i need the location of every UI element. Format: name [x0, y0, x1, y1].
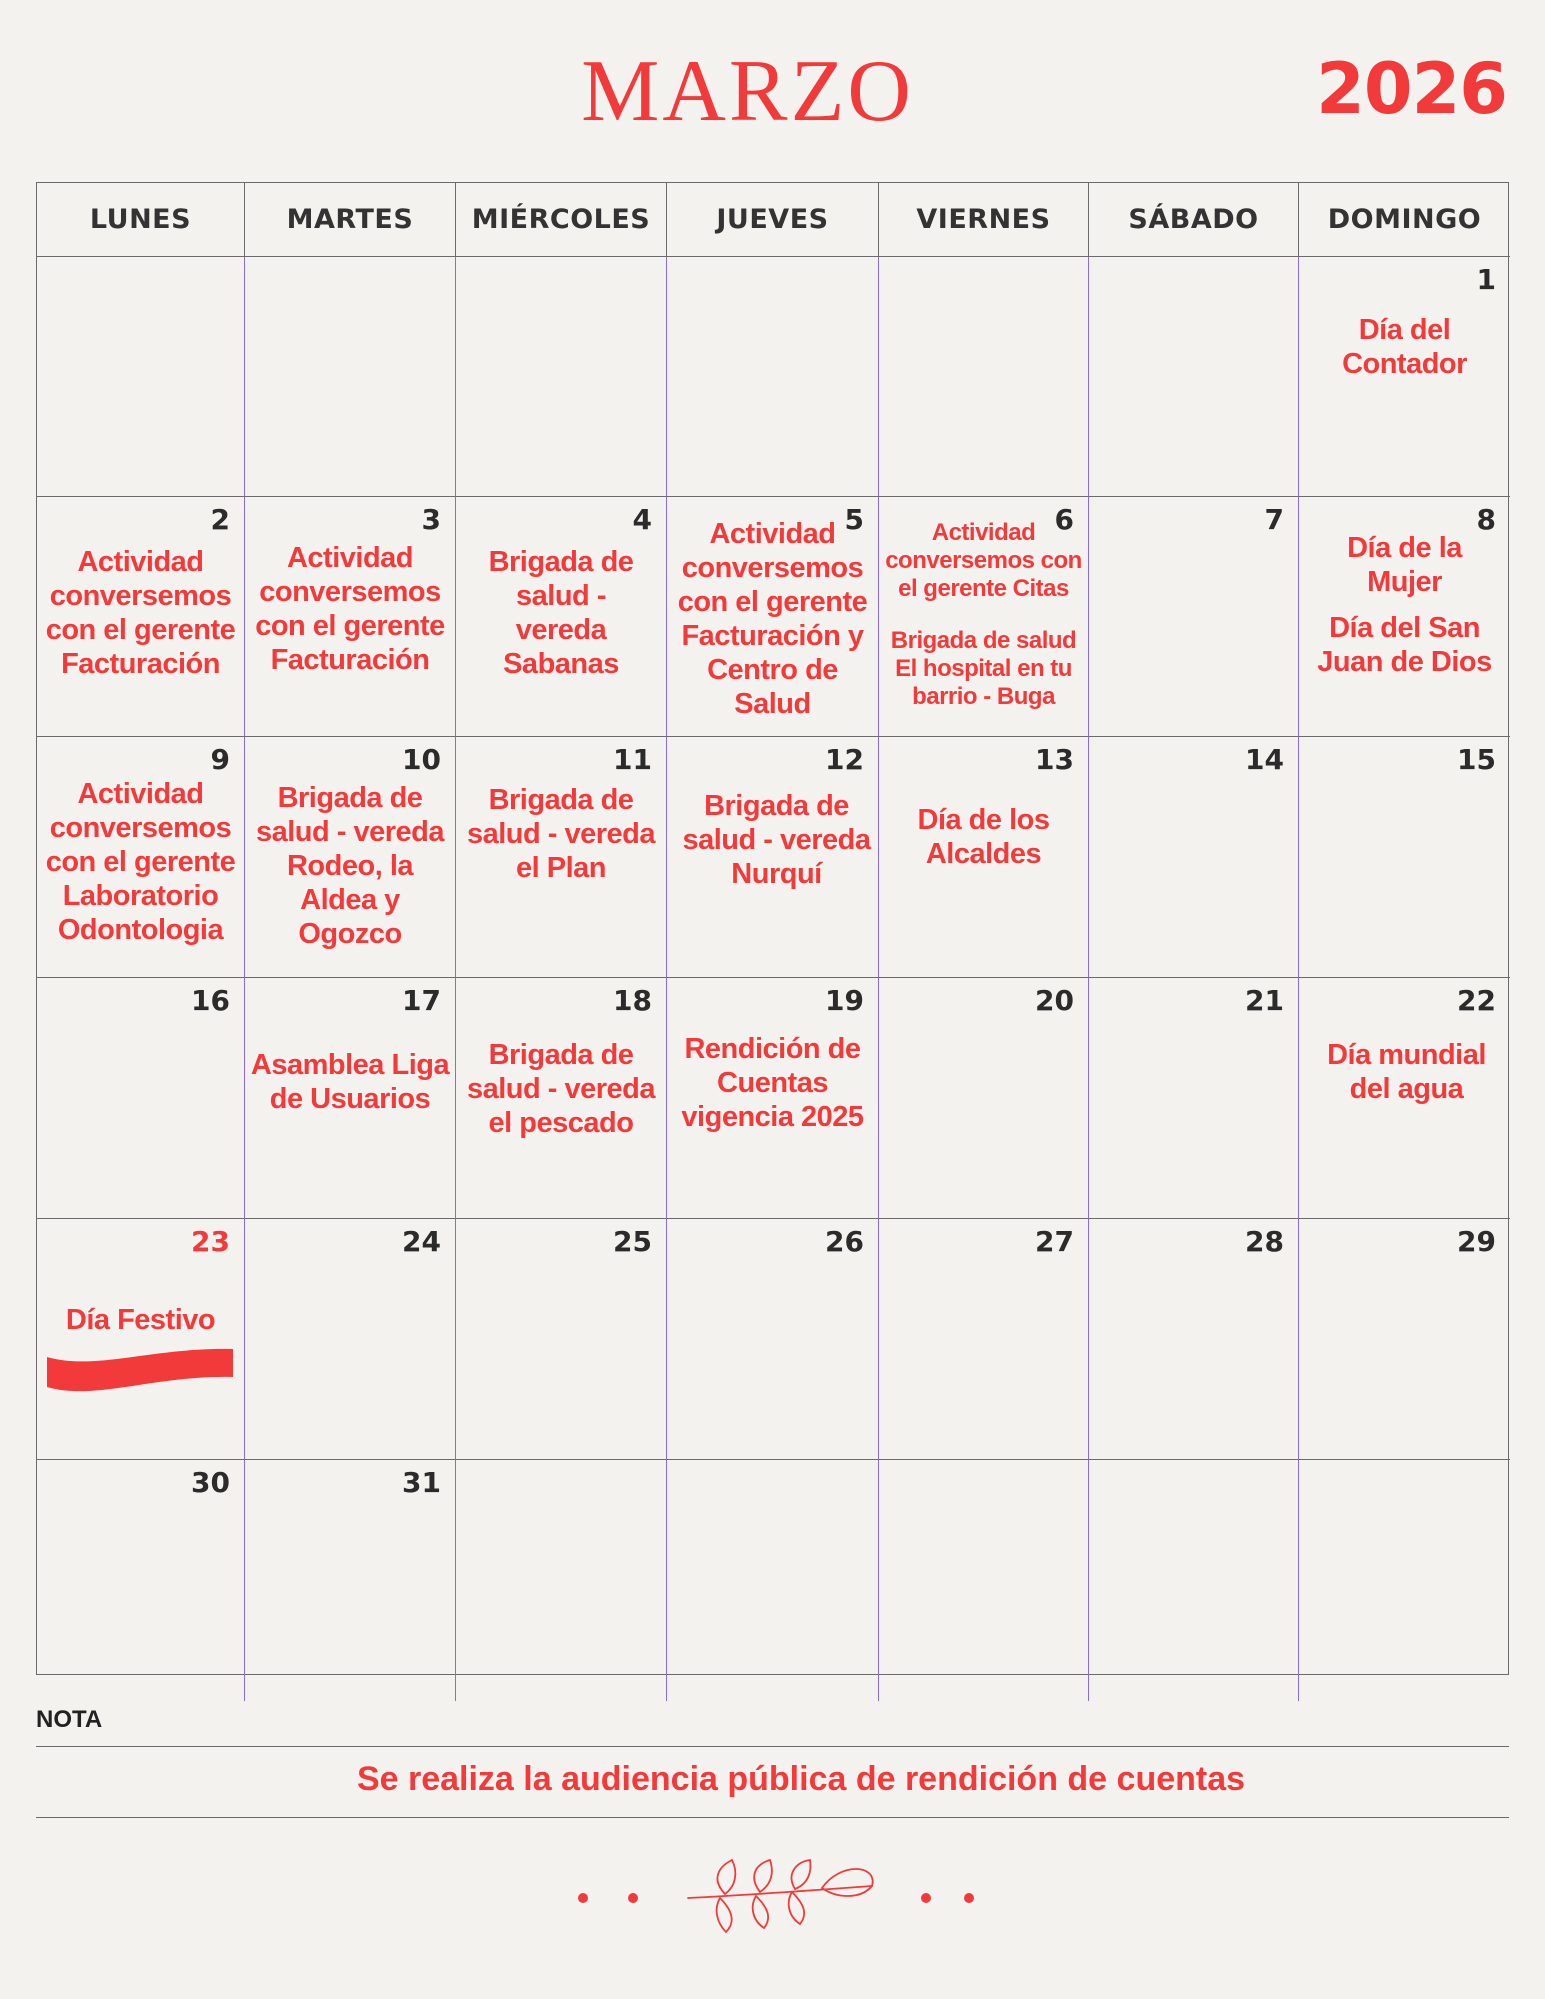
day-number: 1 [1476, 263, 1496, 296]
day-cell-30 [37, 1460, 245, 1701]
calendar-grid [36, 182, 1509, 1675]
day-number: 8 [1476, 503, 1496, 536]
event-label: Día Festivo [65, 1304, 216, 1336]
day-number: 11 [613, 743, 652, 776]
event-label: Día de los Alcaldes [917, 804, 1050, 870]
event-label: Brigada de salud El hospital en tu barrio - Buga [890, 627, 1077, 710]
day-number: 27 [1035, 1225, 1074, 1258]
day-cell-14 [1089, 737, 1299, 978]
month-title: MARZO [581, 43, 914, 140]
day-number: 3 [421, 503, 441, 536]
weekday-thursday: JUEVES [667, 183, 879, 257]
day-number: 7 [1264, 503, 1284, 536]
day-number: 20 [1035, 984, 1074, 1017]
day-cell-empty [879, 1460, 1089, 1701]
event-label: Actividad conversemos con el gerente Facturación y Centro de Salud [677, 518, 868, 720]
red-wave-ribbon-icon [45, 1343, 235, 1403]
day-cell-7 [1089, 497, 1299, 737]
event-label: Brigada de salud - vereda Rodeo, la Aldea y Ogozco [255, 782, 445, 950]
day-cell-20 [879, 978, 1089, 1219]
event-label: Día del San Juan de Dios [1317, 612, 1492, 678]
day-cell-11 [456, 737, 667, 978]
day-number: 12 [825, 743, 864, 776]
event-label: Actividad conversemos con el gerente Citas [885, 519, 1082, 602]
day-number: 19 [825, 984, 864, 1017]
day-number: 28 [1245, 1225, 1284, 1258]
day-number: 9 [210, 743, 230, 776]
day-cell-10 [245, 737, 456, 978]
day-cell-28 [1089, 1219, 1299, 1460]
event-label: Actividad conversemos con el gerente Facturación [45, 546, 236, 680]
day-number: 22 [1457, 984, 1496, 1017]
day-number: 13 [1035, 743, 1074, 776]
day-cell-13 [879, 737, 1089, 978]
day-cell-empty [245, 257, 456, 497]
day-number: 5 [844, 503, 864, 536]
weekday-saturday: SÁBADO [1089, 183, 1299, 257]
day-number: 10 [402, 743, 441, 776]
day-cell-8 [1299, 497, 1510, 737]
day-cell-empty [37, 257, 245, 497]
event-label: Brigada de salud - vereda el Plan [466, 784, 656, 884]
event-label: Brigada de salud - vereda Nurquí [682, 790, 871, 890]
day-cell-21 [1089, 978, 1299, 1219]
day-cell-4 [456, 497, 667, 737]
day-number: 18 [613, 984, 652, 1017]
day-cell-19 [667, 978, 879, 1219]
day-number: 23 [191, 1225, 230, 1258]
day-cell-29 [1299, 1219, 1510, 1460]
event-label: Brigada de salud - vereda el pescado [466, 1039, 656, 1139]
event-label: Día del Contador [1342, 314, 1467, 380]
weekday-wednesday: MIÉRCOLES [456, 183, 667, 257]
weekday-sunday: DOMINGO [1299, 183, 1510, 257]
event-label: Día mundial del agua [1327, 1039, 1486, 1105]
leaf-branch-ornament-icon [560, 1856, 980, 1936]
day-cell-17 [245, 978, 456, 1219]
day-cell-12 [667, 737, 879, 978]
event-label: Rendición de Cuentas vigencia 2025 [681, 1033, 864, 1133]
day-number: 24 [402, 1225, 441, 1258]
day-cell-2 [37, 497, 245, 737]
weekday-monday: LUNES [37, 183, 245, 257]
day-cell-18 [456, 978, 667, 1219]
day-cell-empty [1089, 1460, 1299, 1701]
day-cell-5 [667, 497, 879, 737]
day-number: 17 [402, 984, 441, 1017]
day-cell-empty [456, 1460, 667, 1701]
day-cell-25 [456, 1219, 667, 1460]
weekday-friday: VIERNES [879, 183, 1089, 257]
event-label: Brigada de salud - vereda Sabanas [488, 546, 634, 680]
day-number: 25 [613, 1225, 652, 1258]
day-number: 30 [191, 1466, 230, 1499]
day-number: 16 [191, 984, 230, 1017]
day-cell-22 [1299, 978, 1510, 1219]
day-number: 15 [1457, 743, 1496, 776]
event-label: Día de la Mujer [1347, 532, 1462, 598]
day-cell-24 [245, 1219, 456, 1460]
day-cell-empty [667, 1460, 879, 1701]
day-cell-31 [245, 1460, 456, 1701]
day-cell-1 [1299, 257, 1510, 497]
day-number: 31 [402, 1466, 441, 1499]
day-number: 29 [1457, 1225, 1496, 1258]
day-number: 6 [1054, 503, 1074, 536]
divider [36, 1817, 1509, 1818]
day-cell-empty [1299, 1460, 1510, 1701]
day-cell-16 [37, 978, 245, 1219]
day-number: 2 [210, 503, 230, 536]
day-cell-empty [1089, 257, 1299, 497]
day-number: 14 [1245, 743, 1284, 776]
weekday-tuesday: MARTES [245, 183, 456, 257]
day-cell-empty [456, 257, 667, 497]
day-cell-23 [37, 1219, 245, 1460]
day-cell-6 [879, 497, 1089, 737]
nota-label: NOTA [36, 1706, 103, 1733]
day-number: 26 [825, 1225, 864, 1258]
event-label: Asamblea Liga de Usuarios [250, 1049, 450, 1115]
event-label: Actividad conversemos con el gerente Facturación [255, 542, 445, 676]
day-cell-15 [1299, 737, 1510, 978]
day-cell-empty [667, 257, 879, 497]
day-cell-26 [667, 1219, 879, 1460]
year-label: 2026 [1316, 48, 1507, 130]
day-cell-27 [879, 1219, 1089, 1460]
day-cell-empty [879, 257, 1089, 497]
day-cell-3 [245, 497, 456, 737]
event-label: Actividad conversemos con el gerente Laboratorio Odontologia [45, 778, 236, 946]
day-number: 21 [1245, 984, 1284, 1017]
divider [36, 1746, 1509, 1747]
day-cell-9 [37, 737, 245, 978]
day-number: 4 [632, 503, 652, 536]
nota-text: Se realiza la audiencia pública de rendición de cuentas [356, 1760, 1246, 1798]
